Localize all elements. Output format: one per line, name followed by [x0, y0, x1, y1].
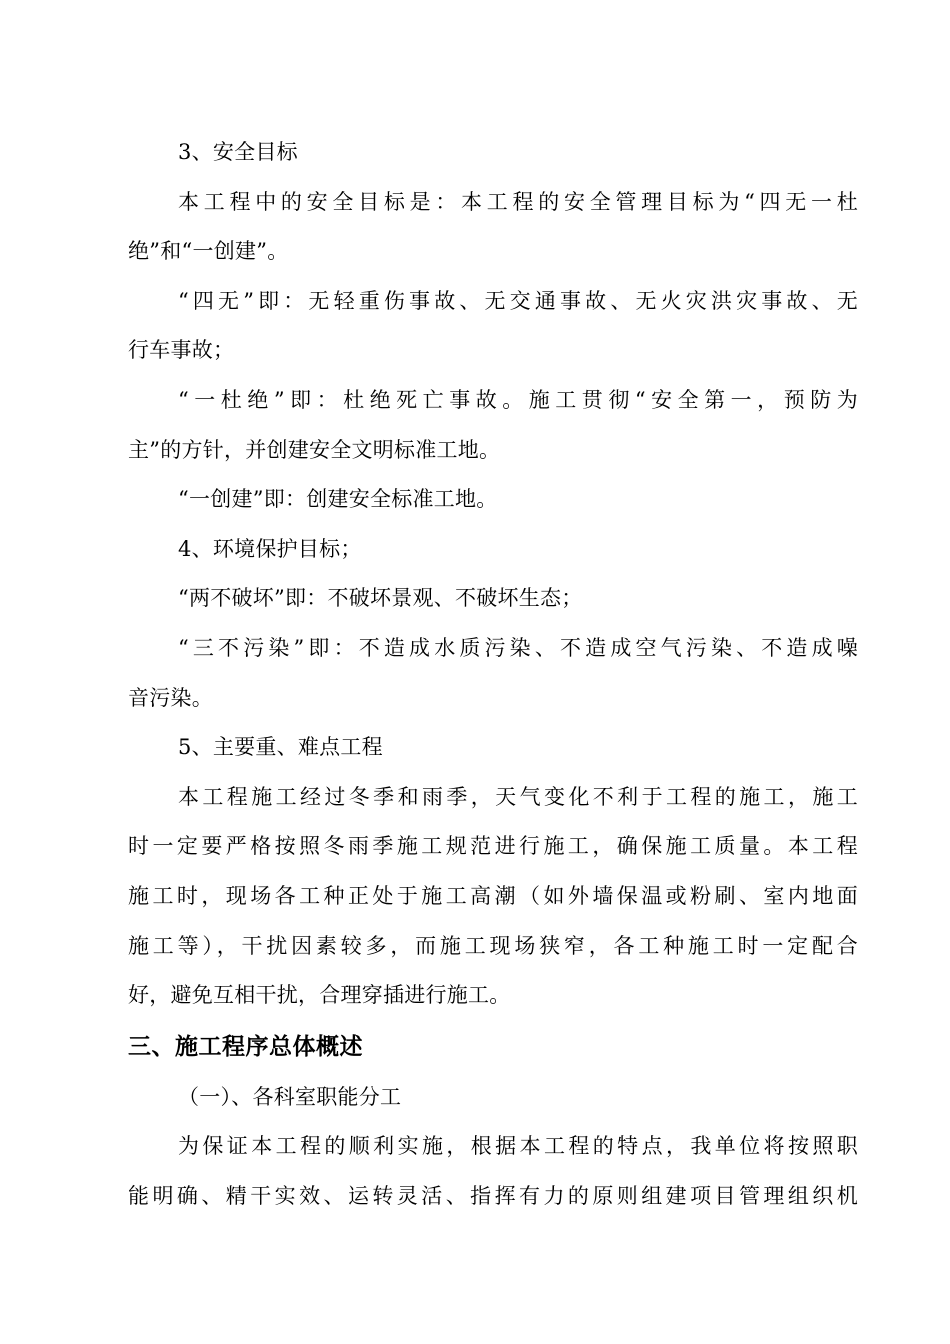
paragraph-line: 为保证本工程的顺利实施，根据本工程的特点，我单位将按照职: [178, 1134, 858, 1159]
paragraph-line: 能明确、精干实效、运转灵活、指挥有力的原则组建项目管理组织机: [128, 1183, 858, 1208]
paragraph-line: 5、主要重、难点工程: [178, 735, 383, 760]
paragraph-line: 本工程施工经过冬季和雨季，天气变化不利于工程的施工，施工: [178, 784, 858, 809]
paragraph-line: 绝”和“一创建”。: [128, 239, 289, 264]
paragraph-line: 4、环境保护目标；: [178, 536, 362, 561]
paragraph-line: “一杜绝”即：杜绝死亡事故。施工贯彻“安全第一，预防为: [178, 387, 858, 412]
section-heading: 三、施工程序总体概述: [128, 1033, 363, 1060]
paragraph-line: “一创建”即：创建安全标准工地。: [178, 487, 498, 512]
paragraph-line: 主”的方针，并创建安全文明标准工地。: [128, 437, 501, 462]
paragraph-line: 音污染。: [128, 685, 213, 710]
paragraph-line: 施工时，现场各工种正处于施工高潮（如外墙保温或粉刷、室内地面: [128, 883, 858, 908]
paragraph-line: 3、安全目标: [178, 140, 298, 164]
sub-heading: （一）、各科室职能分工: [178, 1084, 402, 1109]
paragraph-line: 行车事故；: [128, 338, 235, 363]
paragraph-line: 本工程中的安全目标是：本工程的安全管理目标为“四无一杜: [178, 189, 858, 214]
paragraph-line: 好，避免互相干扰，合理穿插进行施工。: [128, 983, 511, 1008]
paragraph-line: “三不污染”即：不造成水质污染、不造成空气污染、不造成噪: [178, 635, 858, 660]
paragraph-line: “两不破坏”即：不破坏景观、不破坏生态；: [178, 586, 583, 611]
paragraph-line: 时一定要严格按照冬雨季施工规范进行施工，确保施工质量。本工程: [128, 834, 858, 859]
paragraph-line: “四无”即：无轻重伤事故、无交通事故、无火灾洪灾事故、无: [178, 288, 858, 313]
paragraph-line: 施工等），干扰因素较多，而施工现场狭窄，各工种施工时一定配合: [128, 933, 858, 958]
document-body: [128, 128, 858, 1221]
